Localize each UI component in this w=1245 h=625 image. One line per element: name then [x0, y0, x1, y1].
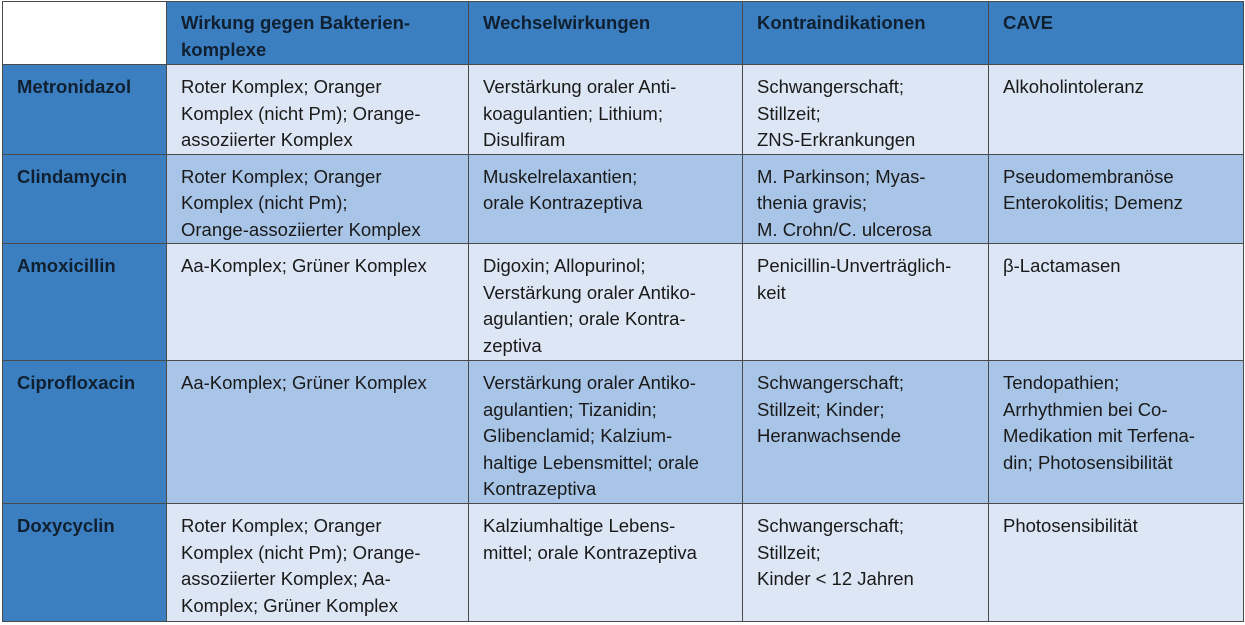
- table-row: [3, 361, 1244, 504]
- contraindications-cell: M. Parkinson; Myas- thenia gravis; M. Crohn/C. ulcerosa: [743, 154, 989, 244]
- interactions-cell: Digoxin; Allopurinol; Verstärkung oraler Antiko- agulantien; orale Kontra- zeptiva: [469, 244, 743, 361]
- effect-cell: Roter Komplex; Oranger Komplex (nicht Pm); Orange- assoziierter Komplex: [167, 65, 469, 155]
- interactions-cell: Verstärkung oraler Anti- koagulantien; Lithium; Disulfiram: [469, 65, 743, 155]
- table-row: [3, 65, 1244, 155]
- contraindications-cell: Schwangerschaft; Stillzeit; Kinder < 12 Jahren: [743, 504, 989, 622]
- cave-cell: Photosensibilität: [989, 504, 1244, 622]
- interactions-cell: Muskelrelaxantien; orale Kontrazeptiva: [469, 154, 743, 244]
- cave-cell: β-Lactamasen: [989, 244, 1244, 361]
- column-header-contraindications: Kontraindikationen: [743, 2, 989, 65]
- interactions-cell: Kalziumhaltige Lebens- mittel; orale Kontrazeptiva: [469, 504, 743, 622]
- header-row: [3, 2, 1244, 65]
- drug-name: Amoxicillin: [3, 244, 167, 361]
- contraindications-cell: Penicillin-Unverträglich- keit: [743, 244, 989, 361]
- drug-name: Ciprofloxacin: [3, 361, 167, 504]
- cave-cell: Pseudomembranöse Enterokolitis; Demenz: [989, 154, 1244, 244]
- drug-name: Metronidazol: [3, 65, 167, 155]
- column-header-cave: CAVE: [989, 2, 1244, 65]
- effect-cell: Aa-Komplex; Grüner Komplex: [167, 361, 469, 504]
- effect-cell: Roter Komplex; Oranger Komplex (nicht Pm); Orange- assoziierter Komplex; Aa- Komplex; Grüner Komplex: [167, 504, 469, 622]
- drug-name: Clindamycin: [3, 154, 167, 244]
- column-header-effect: Wirkung gegen Bakterien- komplexe: [167, 2, 469, 65]
- antibiotics-table: [2, 1, 1244, 622]
- drug-name: Doxycyclin: [3, 504, 167, 622]
- column-header-interactions: Wechselwirkungen: [469, 2, 743, 65]
- contraindications-cell: Schwangerschaft; Stillzeit; Kinder; Heranwachsende: [743, 361, 989, 504]
- effect-cell: Roter Komplex; Oranger Komplex (nicht Pm); Orange-assoziierter Komplex: [167, 154, 469, 244]
- corner-cell: [3, 2, 167, 65]
- interactions-cell: Verstärkung oraler Antiko- agulantien; Tizanidin; Glibenclamid; Kalzium- haltige Lebensmittel; orale Kontrazeptiva: [469, 361, 743, 504]
- contraindications-cell: Schwangerschaft; Stillzeit; ZNS-Erkrankungen: [743, 65, 989, 155]
- table-row: [3, 154, 1244, 244]
- cave-cell: Tendopathien; Arrhythmien bei Co- Medikation mit Terfena- din; Photosensibilität: [989, 361, 1244, 504]
- cave-cell: Alkoholintoleranz: [989, 65, 1244, 155]
- effect-cell: Aa-Komplex; Grüner Komplex: [167, 244, 469, 361]
- table-row: [3, 244, 1244, 361]
- table-row: [3, 504, 1244, 622]
